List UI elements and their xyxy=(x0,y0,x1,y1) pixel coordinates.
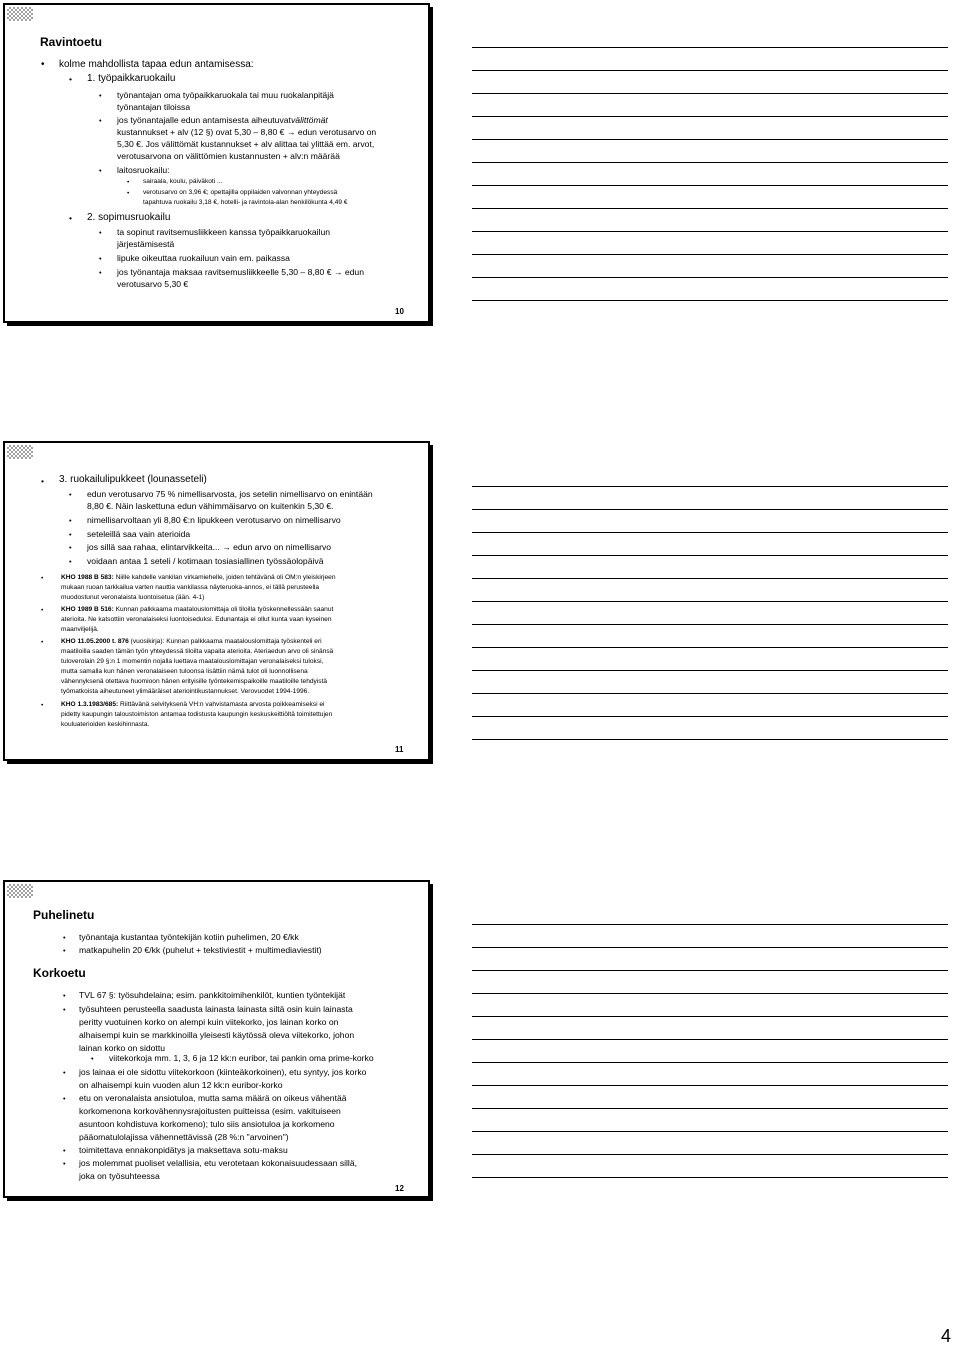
text-line: jos molemmat puoliset velallisia, etu verotetaan kokonaisuudessaan sillä, xyxy=(79,1158,358,1168)
note-line xyxy=(472,601,948,602)
note-line xyxy=(472,993,948,994)
bullet: • xyxy=(63,1146,66,1155)
text-line: matkapuhelin 20 €/kk (puhelut + tekstiviestit + multimediaviestit) xyxy=(79,945,322,955)
note-line xyxy=(472,924,948,925)
bullet: • xyxy=(127,190,130,197)
bullet: • xyxy=(69,74,73,84)
bullet: • xyxy=(63,933,66,942)
bullet: • xyxy=(69,543,72,552)
text-line: seteleillä saa vain aterioida xyxy=(87,529,191,539)
note-line xyxy=(472,231,948,232)
text-line: viitekorkoja mm. 1, 3, 6 ja 12 kk:n euribor, tai pankin oma prime-korko xyxy=(109,1053,374,1063)
text-line: laitosruokailu: xyxy=(117,165,170,175)
bullet: • xyxy=(127,179,130,186)
note-line xyxy=(472,1062,948,1063)
case-line xyxy=(61,575,336,582)
text-line: jos työnantajalle edun antamisesta aiheutuvat xyxy=(117,115,291,125)
bullet: • xyxy=(41,639,44,646)
bullet: • xyxy=(63,1068,66,1077)
note-line xyxy=(472,509,948,510)
slide-corner-pattern xyxy=(7,7,33,21)
text-line: voidaan antaa 1 seteli / kotimaan tosiasiallinen työssäolopäivä xyxy=(87,556,324,566)
text-line: asuntoon kohdistuva korkomeno); tulo siis ansiotuloa ja korkomeno xyxy=(79,1119,335,1129)
text-line: nimellisarvoltaan yli 8,80 €:n lipukkeen verotusarvo on nimellisarvo xyxy=(87,515,341,525)
note-line xyxy=(472,1108,948,1109)
case-line: maatiloilla saaden tämän työn yhteydessä tiloilta vapaita aterioita. Ateriaedun arvo oli sinänsä xyxy=(61,648,334,655)
bullet: • xyxy=(63,1094,66,1103)
text-line: verotusarvo 5,30 € xyxy=(117,279,189,289)
case-line xyxy=(61,702,325,709)
case-line: työmatkoista aiheutuneet ylimääräiset ateriointikustannukset. Verovuodet 1994-1996. xyxy=(61,688,310,695)
note-line xyxy=(472,300,948,301)
text-line: alhaisempi kuin se markkinoilla yleisesti käytössä oleva viitekorko, johon xyxy=(79,1030,355,1040)
note-line xyxy=(472,254,948,255)
bullet: • xyxy=(91,1054,94,1063)
note-line xyxy=(472,47,948,48)
note-line xyxy=(472,624,948,625)
bullet: • xyxy=(41,702,44,709)
text-line: edun verotusarvo 75 % nimellisarvosta, jos setelin nimellisarvo on enintään xyxy=(87,489,373,499)
note-line xyxy=(472,716,948,717)
slide-corner-pattern xyxy=(7,445,33,459)
text-line: toimitettava ennakonpidätys ja maksettava sotu-maksu xyxy=(79,1145,288,1155)
text-line: 5,30 €. Jos välittömät kustannukset + alv alittaa tai ylittää em. arvot, xyxy=(117,139,375,149)
note-line xyxy=(472,647,948,648)
bullet: • xyxy=(41,575,44,582)
case-reference: KHO 11.05.2000 t. 876 xyxy=(61,638,129,645)
case-text: Riittävänä selvityksenä VH:n vahvistamasta arvosta poikkeamiseksi ei xyxy=(118,701,325,708)
note-line xyxy=(472,93,948,94)
case-line: mutta samalla kun hänen veronalaiseen tuloonsa lisättiin nämä tulot oli luonnollisena xyxy=(61,668,308,675)
case-reference: KHO 1988 B 583: xyxy=(61,574,114,581)
text-line: verotusarvo on 3,96 €; opettajilla oppilaiden valvonnan yhteydessä xyxy=(143,189,338,196)
case-reference: KHO 1.3.1983/685: xyxy=(61,701,119,708)
bullet: • xyxy=(69,213,73,223)
text-line: tapahtuva ruokailu 3,18 €, hotelli- ja ravintola-alan henkilökunta 4,49 € xyxy=(143,199,348,206)
text-line: pääomatulolajissa vähennettävissä (28 %:n "arvoinen") xyxy=(79,1132,289,1142)
text-line: verotusarvona on välittömien kustannusten + alv:n määrää xyxy=(117,151,340,161)
case-text: Niille kahdelle vankilan virkamiehelle, joiden tehtävänä oli OM:n yleiskirjeen xyxy=(113,574,336,581)
bullet: • xyxy=(41,476,45,486)
slide-ravintoetu-continued xyxy=(3,441,430,761)
note-line xyxy=(472,1131,948,1132)
case-line: mukaan ruoan tarkkailua varten nauttia vankilassa näyteruoka-annos, ei tällä perusteella xyxy=(61,584,320,591)
case-line: vähennyksenä otettava huomioon hänen erityisille työntekemispaikoille maatiloille tehdyistä xyxy=(61,678,328,685)
text-line: ta sopinut ravitsemusliikkeen kanssa työpaikkaruokailun xyxy=(117,227,331,237)
page-number: 4 xyxy=(941,1326,952,1346)
note-line xyxy=(472,947,948,948)
bullet: • xyxy=(63,946,66,955)
case-text: Kunnan palkkaama maatalouslomittaja oli tiloilla työskennellessään saanut xyxy=(113,606,334,613)
case-line xyxy=(61,607,333,614)
text-line: työsuhteen perusteella saadusta lainasta lainasta siltä osin kuin lainasta xyxy=(79,1004,353,1014)
bullet: • xyxy=(69,557,72,566)
note-line xyxy=(472,1177,948,1178)
note-line xyxy=(472,555,948,556)
text-line: kolme mahdollista tapaa edun antamisessa: xyxy=(59,59,254,70)
slide-corner-pattern xyxy=(7,884,33,898)
note-line xyxy=(472,162,948,163)
bullet: • xyxy=(69,516,72,525)
text-line: lainan korko on sidottu xyxy=(79,1043,165,1053)
text-line: 8,80 €. Näin laskettuna edun vähimmäisarvo on kuitenkin 5,30 €. xyxy=(87,501,334,511)
text-line: jos sillä saa rahaa, elintarvikkeita... → edun arvo on nimellisarvo xyxy=(87,542,332,552)
bullet: • xyxy=(63,1159,66,1168)
bullet: • xyxy=(41,607,44,614)
slide-title: Ravintoetu xyxy=(40,35,103,49)
note-line xyxy=(472,970,948,971)
text-line: työnantaja kustantaa työntekijän kotiin puhelimen, 20 €/kk xyxy=(79,932,299,942)
text-line: jos työnantaja maksaa ravitsemusliikkeelle 5,30 – 8,80 € → edun xyxy=(117,267,364,277)
text-line: 3. ruokailulipukkeet (lounasseteli) xyxy=(59,474,207,485)
note-line xyxy=(472,578,948,579)
text-line: kustannukset + alv (12 §) ovat 5,30 – 8,80 € → edun verotusarvo on xyxy=(117,127,377,137)
bullet: • xyxy=(63,991,66,1000)
bullet: • xyxy=(99,116,102,125)
slide-puhelinetu-korkoetu xyxy=(3,880,430,1198)
note-line xyxy=(472,532,948,533)
text-line: 2. sopimusruokailu xyxy=(87,212,171,223)
note-line xyxy=(472,1039,948,1040)
case-line: tuloverolain 29 §:n 1 momentin nojalla luettava maatalouslomittajan veronalaiseksi tuloksi, xyxy=(61,658,324,665)
note-line xyxy=(472,185,948,186)
note-line xyxy=(472,70,948,71)
slide-ravintoetu xyxy=(3,3,430,323)
bullet: • xyxy=(99,166,102,175)
bullet: • xyxy=(99,228,102,237)
note-line xyxy=(472,486,948,487)
bullet: • xyxy=(41,59,45,70)
text-line: jos lainaa ei ole sidottu viitekorkoon (kiinteäkorkoinen), etu syntyy, jos korko xyxy=(79,1067,367,1077)
text-line: lipuke oikeuttaa ruokailuun vain em. paikassa xyxy=(117,253,290,263)
text-line: TVL 67 §: työsuhdelaina; esim. pankkitoimihenkilöt, kuntien työntekijät xyxy=(79,990,346,1000)
text-line-italic: välittömät xyxy=(291,115,328,125)
text-line: työnantajan tiloissa xyxy=(117,102,191,112)
note-line xyxy=(472,116,948,117)
note-line xyxy=(472,277,948,278)
case-line: pidetty kaupungin taloustoimiston antamaa todistusta kaupungin keskuskeittiöltä toimitettujen xyxy=(61,711,333,718)
bullet: • xyxy=(69,530,72,539)
slide-title: Puhelinetu xyxy=(33,908,95,922)
text-line: peritty vuotuinen korko on alempi kuin viitekorko, jos lainan korko on xyxy=(79,1017,339,1027)
text-line: järjestämisestä xyxy=(117,239,175,249)
slide-number: 11 xyxy=(395,745,404,754)
text-line: 1. työpaikkaruokailu xyxy=(87,73,176,84)
bullet: • xyxy=(99,268,102,277)
text-line: etu on veronalaista ansiotuloa, mutta sama määrä on oikeus vähentää xyxy=(79,1093,347,1103)
case-text: (vuosikirja): Kunnan palkkaama maatalouslomittaja työskenteli eri xyxy=(128,638,322,645)
note-line xyxy=(472,693,948,694)
text-line: on alhaisempi kuin vuoden alun 12 kk:n euribor-korko xyxy=(79,1080,283,1090)
note-line xyxy=(472,670,948,671)
case-line xyxy=(61,639,322,646)
slide-subtitle: Korkoetu xyxy=(33,966,86,980)
text-line: joka on työsuhteessa xyxy=(79,1171,160,1181)
slide-number: 10 xyxy=(395,307,404,316)
bullet: • xyxy=(63,1005,66,1014)
note-line xyxy=(472,1016,948,1017)
case-line: aterioita. Ne katsottiin veronalaiseksi luontoiseduksi. Edunantaja ei ollut kunta vaan kyseinen xyxy=(61,616,332,623)
case-line: maanviljelijä. xyxy=(61,626,99,633)
text-line: sairaala, koulu, päiväkoti ... xyxy=(143,178,223,185)
case-line: kouluaterioiden keskihinnasta. xyxy=(61,721,150,728)
text-line: työnantajan oma työpaikkaruokala tai muu ruokalanpitäjä xyxy=(117,90,334,100)
note-line xyxy=(472,139,948,140)
bullet: • xyxy=(99,254,102,263)
case-line: muodostunut veronalaista luontoisetua (ään. 4-1) xyxy=(61,594,205,601)
note-line xyxy=(472,1154,948,1155)
bullet: • xyxy=(99,91,102,100)
note-line xyxy=(472,739,948,740)
note-line xyxy=(472,1085,948,1086)
case-reference: KHO 1989 B 516: xyxy=(61,606,114,613)
note-line xyxy=(472,208,948,209)
bullet: • xyxy=(69,490,72,499)
text-line: korkomenona korkovähennysrajoitusten puitteissa (esim. vakituiseen xyxy=(79,1106,341,1116)
slide-number: 12 xyxy=(395,1184,404,1193)
